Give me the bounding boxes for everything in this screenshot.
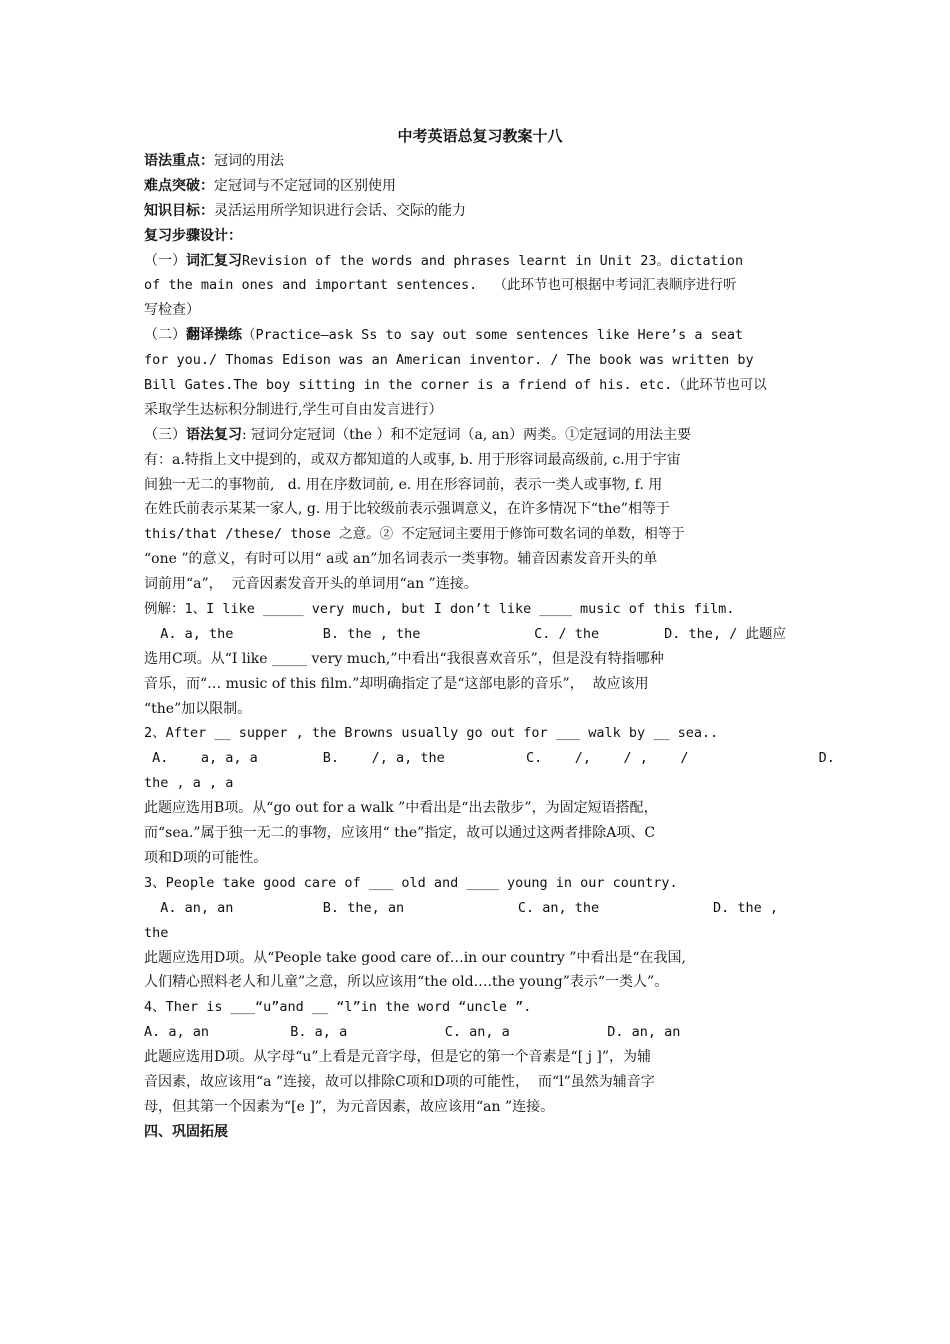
- sec3-line: 在姓氏前表示某某一家人, g. 用于比较级前表示强调意义，在许多情况下“the”相等于: [144, 501, 671, 518]
- sec3-line: “one ”的意义，有时可以用“ a或 an”加名词表示一类事物。辅音因素发音开头的单: [144, 551, 658, 568]
- example-line: the , a , a: [144, 775, 234, 792]
- sec2-line: 采取学生达标积分制进行,学生可自由发言进行）: [144, 401, 443, 418]
- steps-heading: 复习步骤设计：: [144, 227, 242, 244]
- example-line: 此题应选用D项。从字母“u”上看是元音字母，但是它的第一个音素是“[ j ]”，为辅: [144, 1049, 652, 1066]
- example-line: 3、People take good care of ___ old and ____ young in our country.: [144, 874, 678, 891]
- example-line: A. a, the B. the , the C. / the D. the, / 此题应: [144, 625, 786, 642]
- meta-value: 灵活运用所学知识进行会话、交际的能力: [214, 202, 466, 219]
- sec1-line: of the main ones and important sentences. （此环节也可根据中考词汇表顺序进行听: [144, 277, 737, 294]
- sec3-line: 词前用“a”， 元音因素发音开头的单词用“an ”连接。: [144, 576, 478, 593]
- sec2-line: [144, 323, 816, 348]
- example-line: 2、After __ supper , the Browns usually go out for ___ walk by __ sea..: [144, 725, 719, 742]
- meta-grammar-focus: [144, 149, 816, 174]
- meta-difficulty: [144, 174, 816, 199]
- example-line: 选用C项。从“I like _____ very much,”中看出“我很喜欢音乐”，但是没有特指哪种: [144, 650, 664, 667]
- sec4-heading: 四、巩固拓展: [144, 1123, 228, 1140]
- sec2-text: （Practice—ask Ss to say out some sentences like Here’s a seat: [242, 327, 744, 344]
- example-line: 而“sea.”属于独一无二的事物，应该用“ the”指定，故可以通过这两者排除A项、C: [144, 825, 656, 842]
- meta-value: 冠词的用法: [214, 153, 284, 169]
- example-line: 音因素，故应该用“a ”连接，故可以排除C项和D项的可能性， 而“l”虽然为辅音字: [144, 1073, 655, 1090]
- sec2-heading: 翻译操练: [186, 327, 242, 344]
- example-line: 人们精心照料老人和儿童”之意，所以应该用“the old….the young”表示“一类人”。: [144, 974, 669, 991]
- sec1-prefix: （一）: [144, 252, 186, 269]
- example-line: A. a, an B. a, a C. an, a D. an, an: [144, 1024, 681, 1041]
- sec2-line: for you./ Thomas Edison was an American inventor. / The book was written by: [144, 352, 754, 369]
- example-line: 4、Ther is ___“u”and __ “l”in the word “uncle ”.: [144, 999, 532, 1016]
- document-title: 中考英语总复习教案十八: [397, 127, 563, 145]
- example-line: A. a, a, a B. /, a, the C. /, / , / D.: [144, 750, 835, 767]
- sec1-heading: 词汇复习: [186, 252, 242, 269]
- meta-objective: [144, 199, 816, 224]
- example-line: 例解：1、I like _____ very much, but I don’t like ____ music of this film.: [144, 601, 735, 618]
- sec3-heading: 语法复习: [186, 426, 242, 443]
- meta-label: 知识目标：: [144, 202, 214, 219]
- example-line: 母，但其第一个因素为“[e ]”，为元音因素，故应该用“an ”连接。: [144, 1098, 555, 1115]
- meta-label: 语法重点：: [144, 153, 214, 169]
- example-line: 音乐，而“… music of this film.”却明确指定了是“这部电影的音乐”， 故应该用: [144, 675, 649, 692]
- meta-label: 难点突破：: [144, 177, 214, 194]
- sec1-text: Revision of the words and phrases learnt in Unit 23。dictation: [242, 252, 744, 269]
- example-line: 此题应选用B项。从“go out for a walk ”中看出是“出去散步”，为固定短语搭配，: [144, 800, 658, 817]
- sec3-text: : 冠词分定冠词（the ）和不定冠词（a, an）两类。①定冠词的用法主要: [242, 426, 692, 443]
- sec3-prefix: （三）: [144, 426, 186, 443]
- example-line: 此题应选用D项。从“People take good care of…in our country ”中看出是“在我国,: [144, 949, 686, 966]
- example-line: the: [144, 924, 169, 941]
- sec2-prefix: （二）: [144, 327, 186, 344]
- sec1-line: 写检查）: [144, 302, 200, 319]
- example-line: 项和D项的可能性。: [144, 849, 268, 866]
- sec3-line: [144, 423, 816, 448]
- sec3-line: 有：a.特指上文中提到的，或双方都知道的人或事, b. 用于形容词最高级前, c.用于宇宙: [144, 451, 681, 468]
- sec2-line: Bill Gates.The boy sitting in the corner is a friend of his. etc.（此环节也可以: [144, 377, 767, 394]
- meta-value: 定冠词与不定冠词的区别使用: [214, 177, 396, 194]
- example-line: A. an, an B. the, an C. an, the D. the ,: [144, 899, 778, 916]
- sec3-line: this/that /these/ those 之意。② 不定冠词主要用于修饰可数名词的单数，相等于: [144, 526, 685, 543]
- example-line: “the”加以限制。: [144, 700, 252, 717]
- sec3-line: 间独一无二的事物前, d. 用在序数词前, e. 用在形容词前，表示一类人或事物, f. 用: [144, 476, 663, 493]
- sec1-line: [144, 249, 816, 274]
- document-page: [144, 124, 835, 1145]
